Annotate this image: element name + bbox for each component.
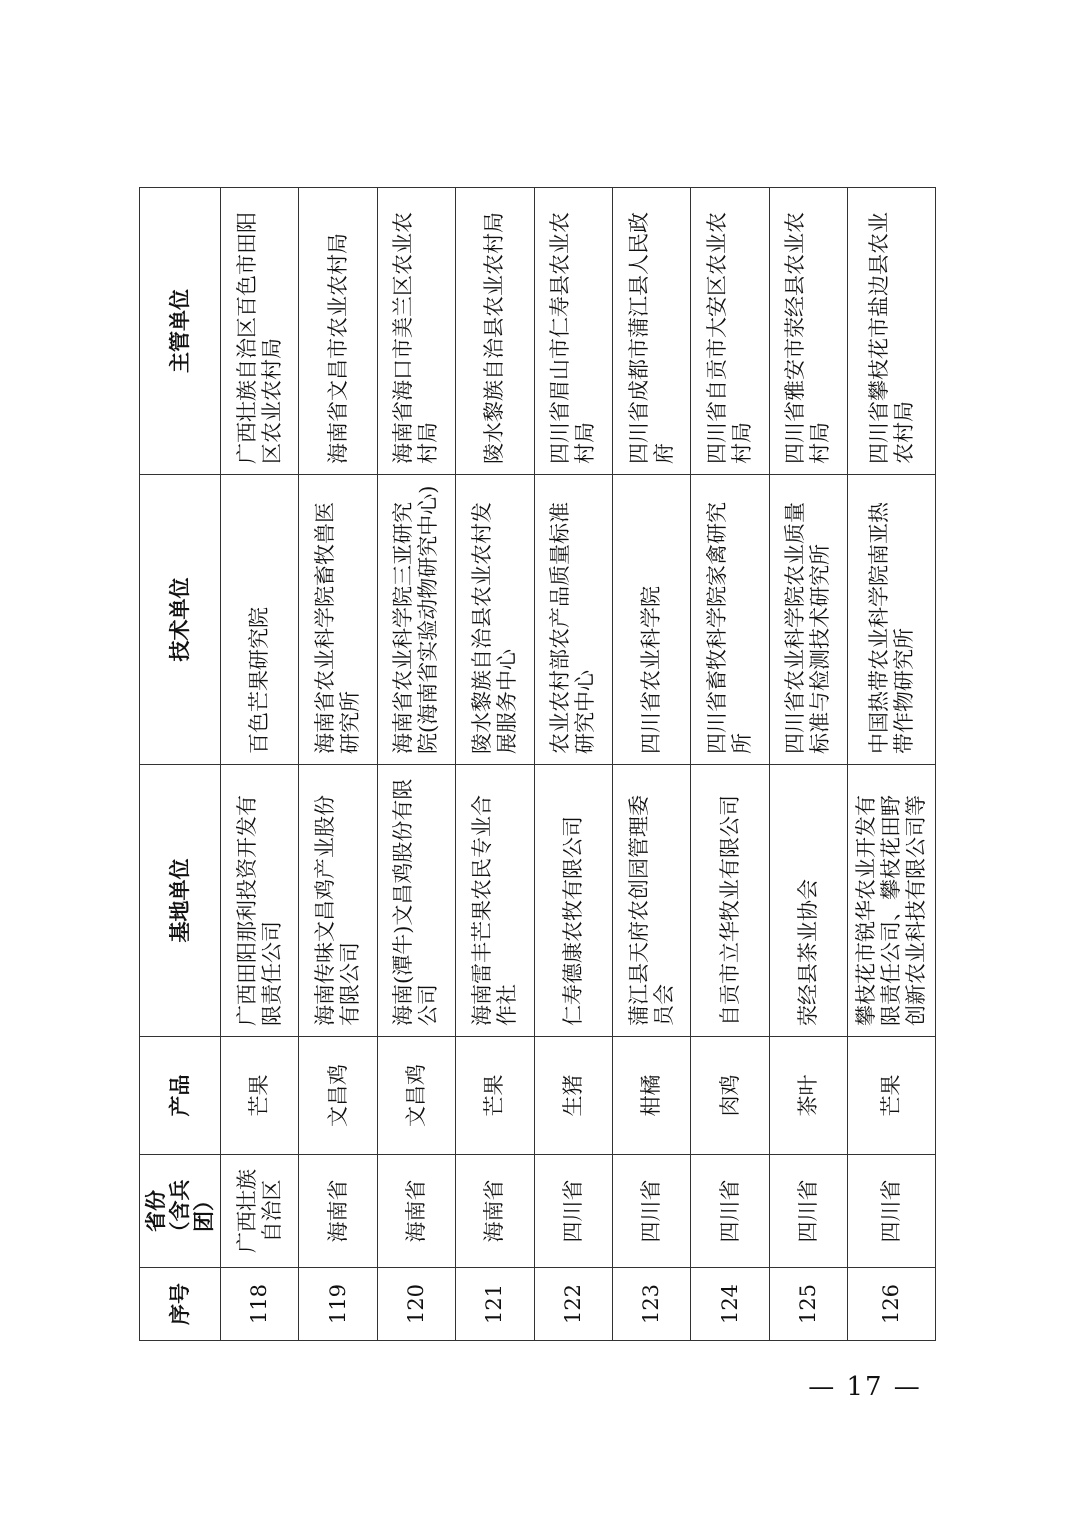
cell-product: 芒果 — [848, 1037, 936, 1155]
base-catalog-table — [139, 187, 936, 1341]
cell-index: 119 — [299, 1268, 377, 1341]
cell-base-unit: 海南雷丰芒果农民专业合作社 — [456, 765, 534, 1037]
cell-tech-unit: 四川省畜牧科学院家禽研究所 — [691, 475, 769, 765]
cell-supervisor: 四川省攀枝花市盐边县农业农村局 — [848, 188, 936, 475]
cell-tech-unit: 中国热带农业科学院南亚热带作物研究所 — [848, 475, 936, 765]
cell-product: 文昌鸡 — [299, 1037, 377, 1155]
cell-tech-unit: 海南省农业科学院畜牧兽医研究所 — [299, 475, 377, 765]
cell-province: 海南省 — [377, 1155, 455, 1268]
cell-province: 四川省 — [612, 1155, 690, 1268]
table-row — [769, 188, 847, 1341]
cell-product: 柑橘 — [612, 1037, 690, 1155]
cell-base-unit: 海南(潭牛)文昌鸡股份有限公司 — [377, 765, 455, 1037]
cell-product: 文昌鸡 — [377, 1037, 455, 1155]
cell-supervisor: 海南省文昌市农业农村局 — [299, 188, 377, 475]
cell-supervisor: 四川省眉山市仁寿县农业农村局 — [534, 188, 612, 475]
cell-tech-unit: 陵水黎族自治县农业农村发展服务中心 — [456, 475, 534, 765]
table-row — [221, 188, 299, 1341]
rotated-table-container — [139, 188, 936, 1341]
page-number: — 17 — — [808, 1372, 922, 1402]
header-tech-unit: 技术单位 — [140, 475, 221, 765]
cell-tech-unit: 海南省农业科学院三亚研究院(海南省实验动物研究中心) — [377, 475, 455, 765]
table-header-row — [140, 188, 221, 1341]
table-row — [612, 188, 690, 1341]
cell-base-unit: 自贡市立华牧业有限公司 — [691, 765, 769, 1037]
cell-supervisor: 广西壮族自治区百色市田阳区农业农村局 — [221, 188, 299, 475]
cell-province: 广西壮族自治区 — [221, 1155, 299, 1268]
cell-product: 芒果 — [221, 1037, 299, 1155]
cell-province: 海南省 — [299, 1155, 377, 1268]
cell-supervisor: 四川省自贡市大安区农业农村局 — [691, 188, 769, 475]
header-base-unit: 基地单位 — [140, 765, 221, 1037]
cell-index: 126 — [848, 1268, 936, 1341]
cell-base-unit: 攀枝花市锐华农业开发有限责任公司、攀枝花田野创新农业科技有限公司等 — [848, 765, 936, 1037]
header-product: 产品 — [140, 1037, 221, 1155]
cell-product: 肉鸡 — [691, 1037, 769, 1155]
cell-index: 118 — [221, 1268, 299, 1341]
cell-index: 121 — [456, 1268, 534, 1341]
header-index: 序号 — [140, 1268, 221, 1341]
cell-tech-unit: 四川省农业科学院农业质量标准与检测技术研究所 — [769, 475, 847, 765]
table-row — [299, 188, 377, 1341]
cell-base-unit: 广西田阳那利投资开发有限责任公司 — [221, 765, 299, 1037]
cell-base-unit: 蒲江县天府农创园管理委员会 — [612, 765, 690, 1037]
cell-province: 四川省 — [534, 1155, 612, 1268]
cell-product: 生猪 — [534, 1037, 612, 1155]
header-supervisor: 主管单位 — [140, 188, 221, 475]
table-row — [848, 188, 936, 1341]
cell-supervisor: 四川省成都市蒲江县人民政府 — [612, 188, 690, 475]
cell-index: 123 — [612, 1268, 690, 1341]
cell-base-unit: 仁寿德康农牧有限公司 — [534, 765, 612, 1037]
cell-province: 四川省 — [769, 1155, 847, 1268]
cell-tech-unit: 四川省农业科学院 — [612, 475, 690, 765]
cell-base-unit: 海南传味文昌鸡产业股份有限公司 — [299, 765, 377, 1037]
header-province: 省份 （含兵团） — [140, 1155, 221, 1268]
cell-product: 芒果 — [456, 1037, 534, 1155]
table-row — [456, 188, 534, 1341]
table-row — [691, 188, 769, 1341]
cell-province: 海南省 — [456, 1155, 534, 1268]
cell-tech-unit: 百色芒果研究院 — [221, 475, 299, 765]
cell-product: 茶叶 — [769, 1037, 847, 1155]
cell-province: 四川省 — [691, 1155, 769, 1268]
cell-base-unit: 荥经县茶业协会 — [769, 765, 847, 1037]
cell-supervisor: 海南省海口市美兰区农业农村局 — [377, 188, 455, 475]
table-row — [534, 188, 612, 1341]
cell-province: 四川省 — [848, 1155, 936, 1268]
cell-tech-unit: 农业农村部农产品质量标准研究中心 — [534, 475, 612, 765]
cell-index: 124 — [691, 1268, 769, 1341]
cell-index: 120 — [377, 1268, 455, 1341]
cell-supervisor: 陵水黎族自治县农业农村局 — [456, 188, 534, 475]
cell-supervisor: 四川省雅安市荥经县农业农村局 — [769, 188, 847, 475]
table-row — [377, 188, 455, 1341]
cell-index: 122 — [534, 1268, 612, 1341]
cell-index: 125 — [769, 1268, 847, 1341]
